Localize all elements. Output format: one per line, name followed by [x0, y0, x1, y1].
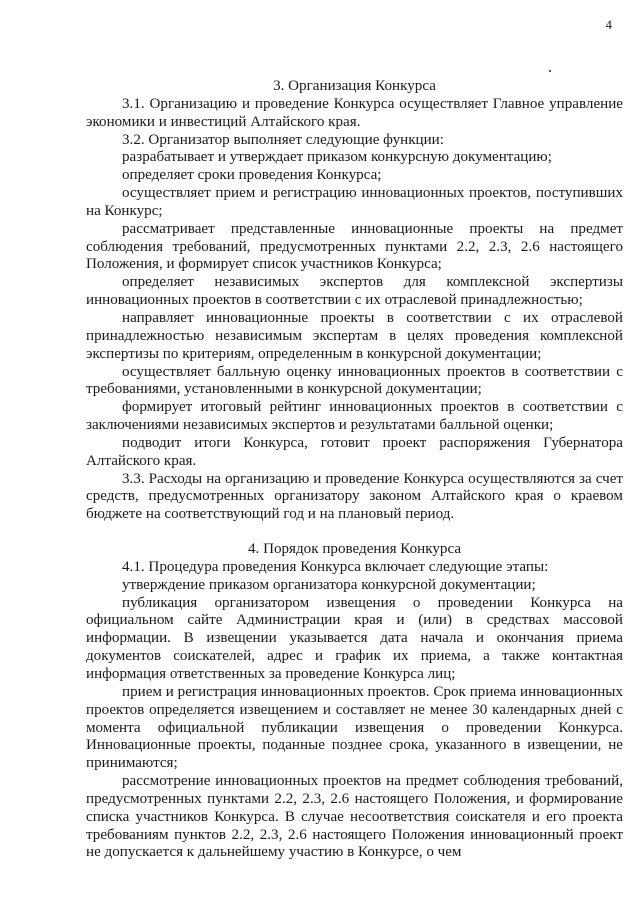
document-body [86, 78, 623, 862]
stage-item: публикация организатором извещения о проведении Конкурса на официальном сайте Администрации края и (или) в средствах массовой информации. В извещении указывается дата начала и окончания приема документов соискателей, адрес и график их приема, а также контактная информация ответственных за проведение Конкурса лиц; [86, 594, 623, 682]
function-item: осуществляет прием и регистрацию инновационных проектов, поступивших на Конкурс; [86, 185, 623, 219]
paragraph-4-1: 4.1. Процедура проведения Конкурса включает следующие этапы: [122, 558, 549, 575]
function-item: формирует итоговый рейтинг инновационных проектов в соответствии с заключениями независимых экспертов и результатами балльной оценки; [86, 399, 623, 434]
paragraph-3-3: 3.3. Расходы на организацию и проведение Конкурса осуществляются за счет средств, предусмотренных организатору законом Алтайского края о краевом бюджете на соответствующий год и на плановый период. [86, 470, 623, 523]
page-number: 4 [605, 17, 612, 32]
function-item: осуществляет балльную оценку инновационных проектов в соответствии с требованиями, установленными в конкурсной документации; [86, 363, 623, 398]
section-4-title: 4. Порядок проведения Конкурса [247, 541, 462, 558]
function-item: направляет инновационные проекты в соответствии с их отраслевой принадлежностью независимым экспертам в целях проведения комплексной экспертизы по критериям, определенным в конкурсной документации; [86, 309, 623, 362]
section-3-title: 3. Организация Конкурса [273, 78, 436, 94]
function-item: определяет сроки проведения Конкурса; [122, 167, 382, 184]
stray-dot [549, 70, 551, 72]
paragraph-3-2: 3.2. Организатор выполняет следующие функции: [122, 131, 444, 148]
stage-item: прием и регистрация инновационных проектов. Срок приема инновационных проектов определяется извещением и составляет не менее 30 календарных дней с момента официальной публикации извещения о проведении Конкурса. Инновационные проекты, поданные позднее срока, указанного в извещении, не принимаются; [86, 683, 623, 772]
stage-item: утверждение приказом организатора конкурсной документации; [122, 576, 536, 593]
stage-item: рассмотрение инновационных проектов на предмет соблюдения требований, предусмотренных пунктами 2.2, 2.3, 2.6 настоящего Положения, и формирование списка участников Конкурса. В случае несоответствия соискателя и его проекта требованиям пунктов 2.2, 2.3, 2.6 настоящего Положения инновационный проект не допускается к дальнейшему участию в Конкурсе, о чем [86, 773, 623, 861]
section-gap [86, 524, 623, 541]
paragraph-3-1: 3.1. Организацию и проведение Конкурса осуществляет Главное управление экономики и инвестиций Алтайского края. [86, 95, 623, 130]
function-item: рассматривает представленные инновационные проекты на предмет соблюдения требований, предусмотренных пунктами 2.2, 2.3, 2.6 настоящего Положения, и формирует список участников Конкурса; [86, 220, 623, 273]
function-item: определяет независимых экспертов для комплексной экспертизы инновационных проектов в соответствии с их отраслевой принадлежностью; [86, 274, 623, 309]
function-item: подводит итоги Конкурса, готовит проект распоряжения Губернатора Алтайского края. [86, 434, 623, 469]
function-item: разрабатывает и утверждает приказом конкурсную документацию; [122, 149, 552, 166]
